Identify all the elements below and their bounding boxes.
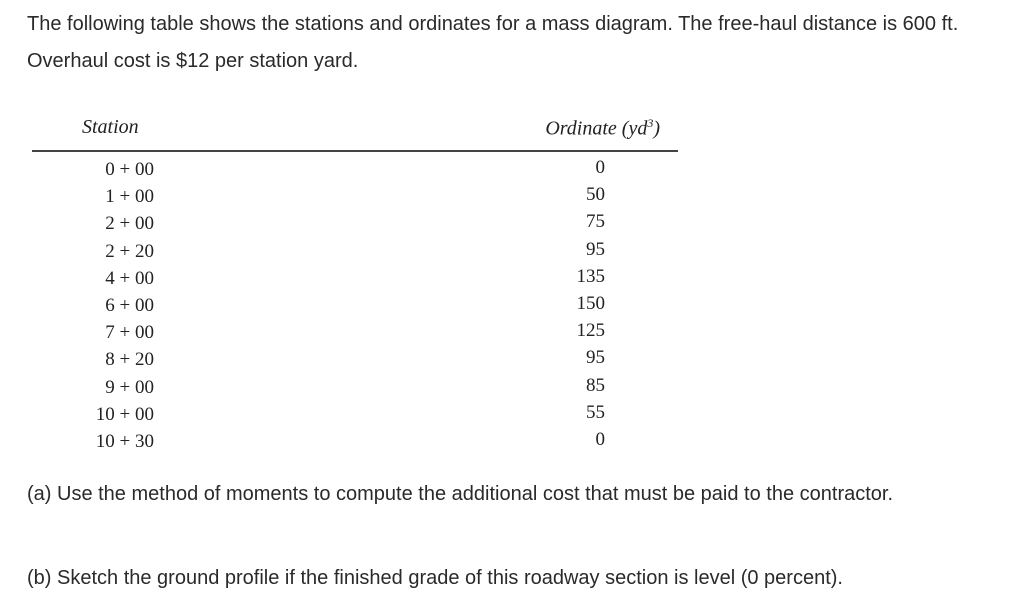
table-row	[32, 211, 678, 238]
table-row	[32, 375, 678, 402]
table-row	[32, 293, 678, 320]
ordinate-cell: 135	[576, 265, 605, 287]
problem-intro: The following table shows the stations and ordinates for a mass diagram. The free-haul distance is 600 ft. Overhaul cost is $12 per station yard.	[27, 13, 959, 72]
station-cell: 2 + 00	[105, 213, 154, 235]
station-cell: 10 + 30	[95, 430, 154, 452]
table-row	[32, 157, 678, 184]
table-row	[32, 347, 678, 374]
question-part-a: (a) Use the method of moments to compute the additional cost that must be paid to the contractor.	[27, 483, 894, 505]
ordinate-cell: 55	[586, 401, 605, 423]
station-cell: 0 + 00	[105, 159, 154, 180]
question-part-b: (b) Sketch the ground profile if the finished grade of this roadway section is level (0 percent).	[27, 567, 843, 589]
table-body	[32, 152, 678, 456]
ordinate-cell: 125	[576, 320, 605, 342]
ordinate-cell: 95	[586, 238, 605, 260]
table-row	[32, 429, 678, 456]
table-row	[32, 266, 678, 293]
station-cell: 6 + 00	[105, 294, 154, 316]
ordinate-cell: 85	[586, 374, 605, 396]
station-cell: 1 + 00	[105, 186, 154, 208]
ordinate-cell: 50	[586, 184, 605, 206]
ordinate-cell: 95	[586, 347, 605, 369]
ordinate-cell: 0	[595, 428, 605, 450]
table-row	[32, 239, 678, 266]
table-row	[32, 402, 678, 429]
station-cell: 10 + 00	[95, 403, 154, 425]
header-ordinate-text: Ordinate (yd	[545, 117, 648, 140]
header-ordinate-close: )	[653, 117, 660, 140]
station-cell: 2 + 20	[105, 240, 154, 262]
ordinate-cell: 150	[576, 292, 605, 314]
ordinate-cell: 0	[595, 157, 605, 178]
table-row	[32, 320, 678, 347]
header-station: Station	[82, 116, 139, 138]
table-header	[32, 110, 678, 152]
station-cell: 7 + 00	[105, 322, 154, 344]
table-row	[32, 184, 678, 211]
header-ordinate-exponent: 3	[647, 116, 654, 130]
station-cell: 4 + 00	[105, 267, 154, 289]
station-cell: 9 + 00	[105, 376, 154, 398]
header-ordinate	[545, 116, 660, 141]
ordinate-cell: 75	[586, 211, 605, 233]
station-cell: 8 + 20	[105, 349, 154, 371]
mass-diagram-table	[32, 110, 678, 456]
